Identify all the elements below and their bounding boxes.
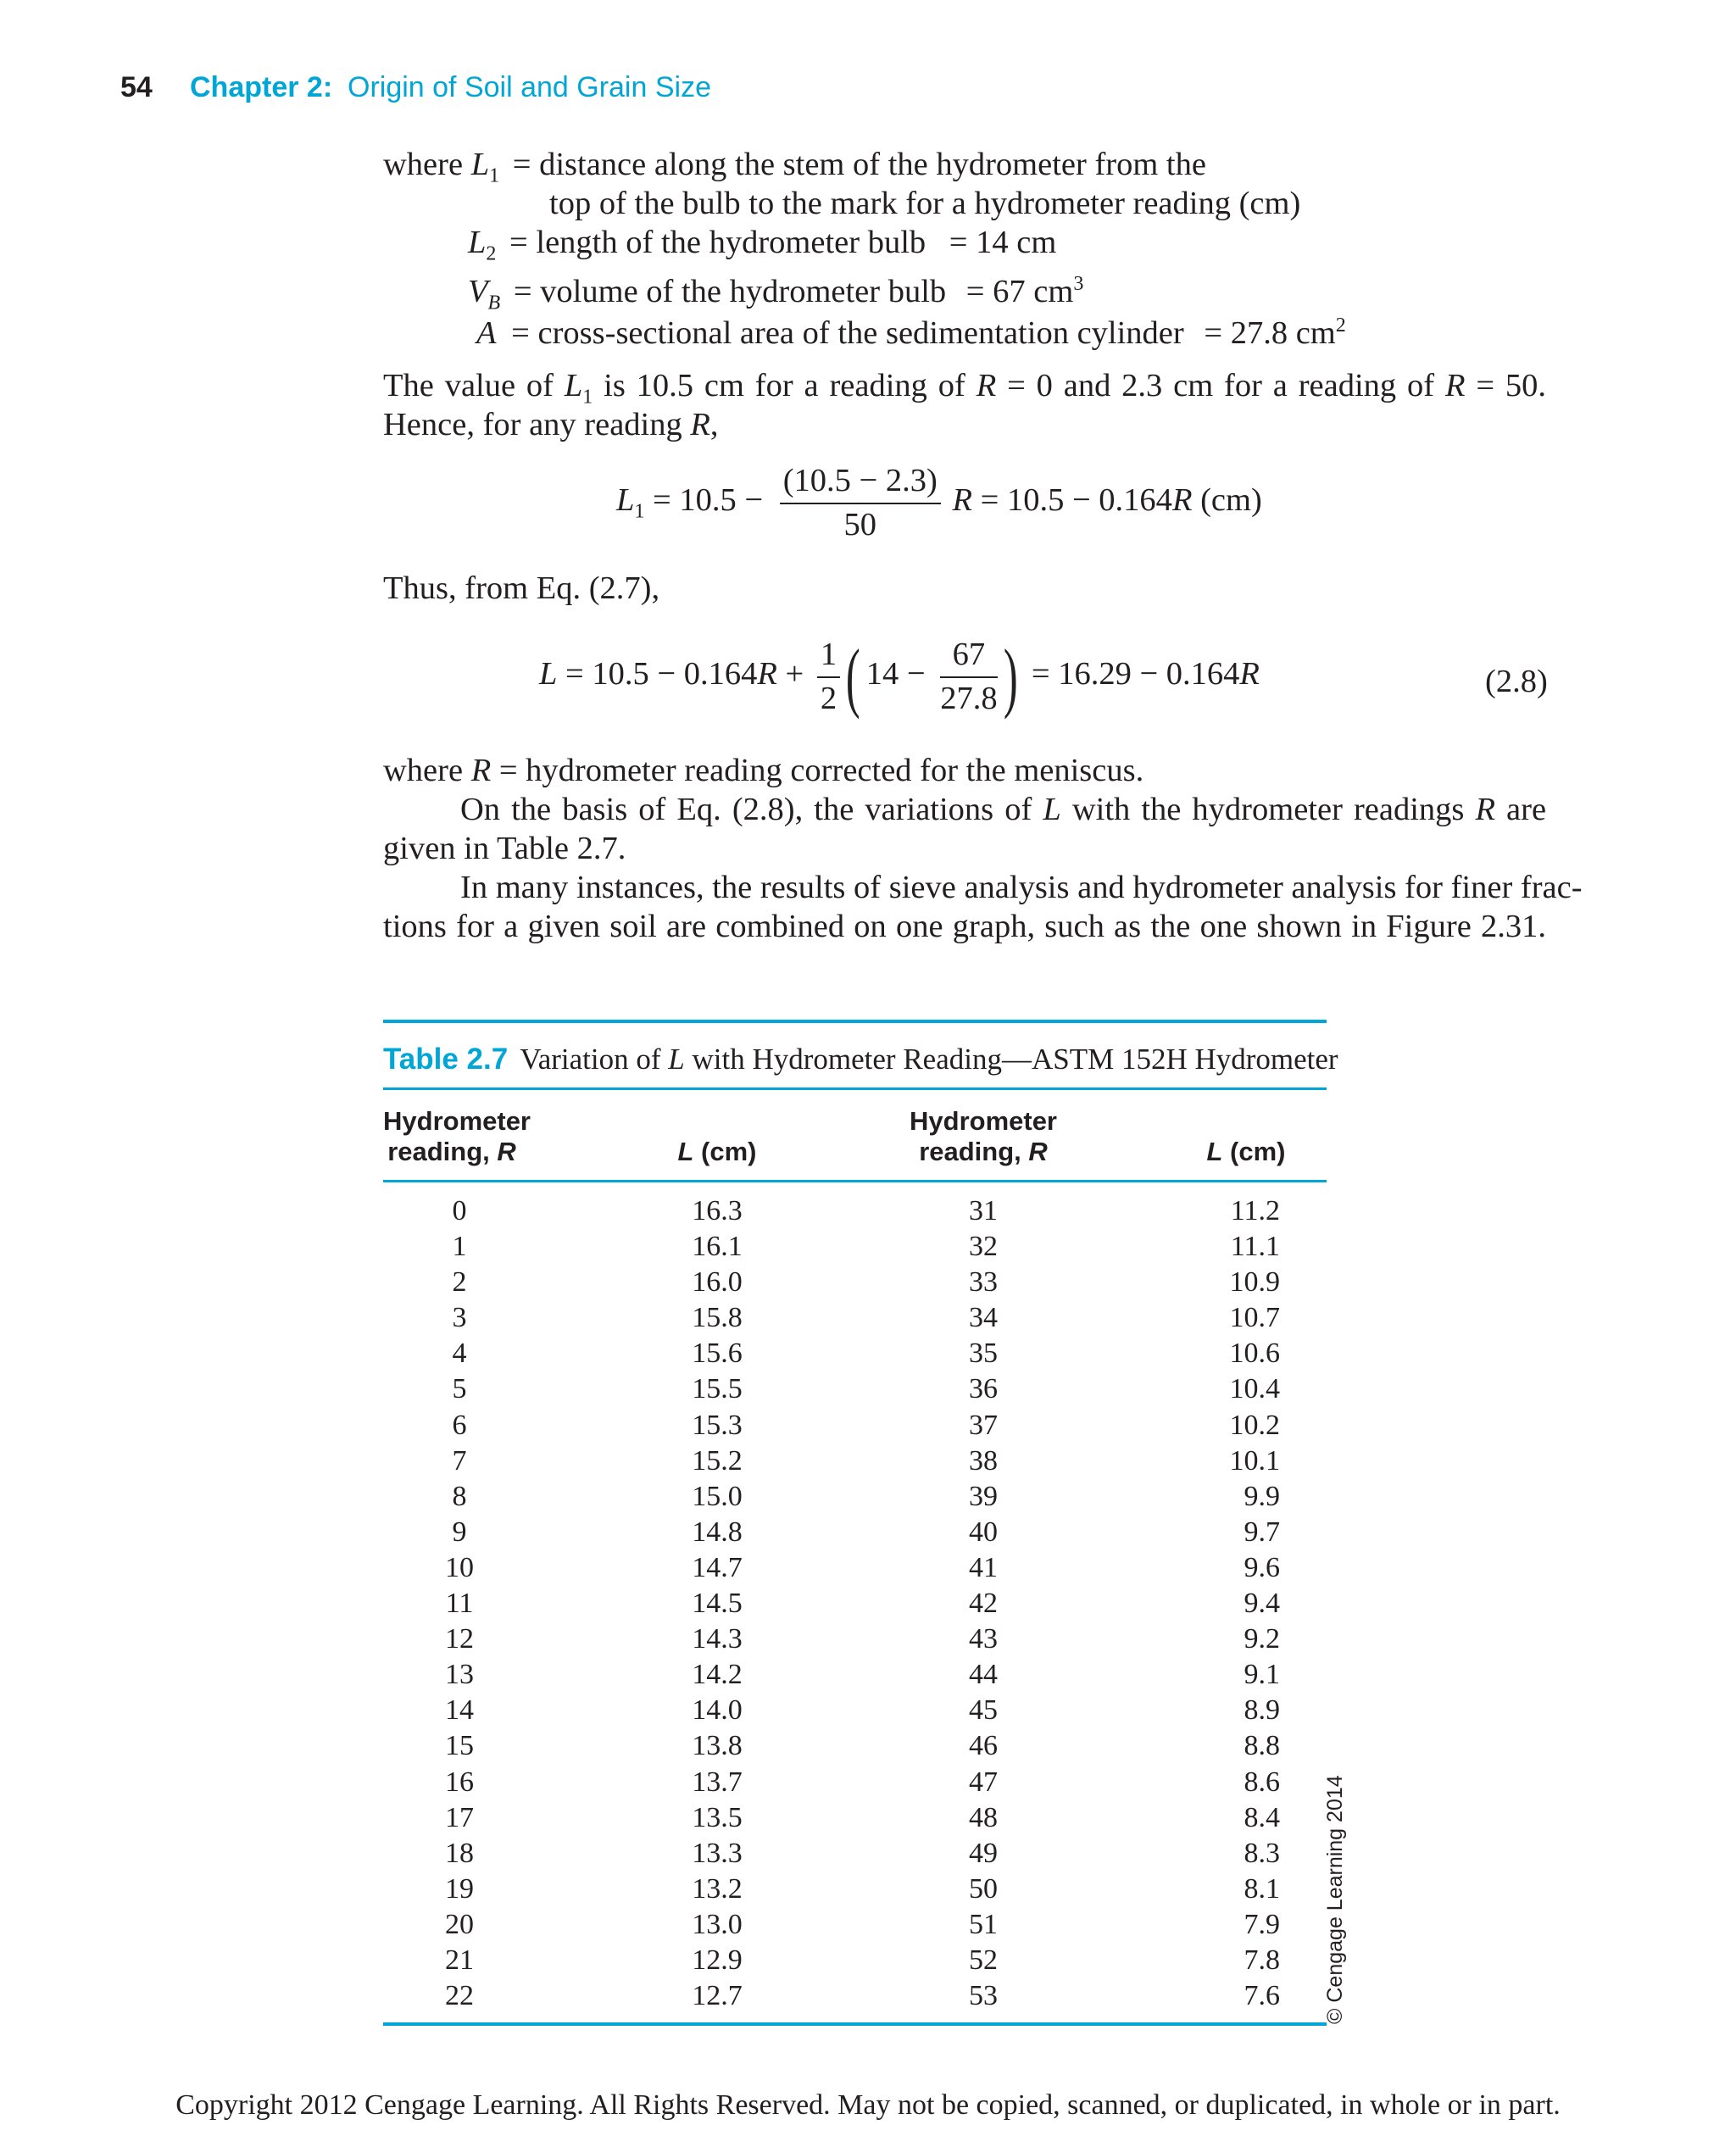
half-fraction <box>817 636 840 717</box>
left-paren: ( <box>846 633 860 720</box>
table-cell: 13.5 <box>692 1801 743 1833</box>
table-cell: 9.9 <box>1244 1480 1280 1512</box>
header-line: Hydrometer <box>383 1106 531 1136</box>
fraction-denominator: 27.8 <box>940 681 998 716</box>
table-cell: 10.6 <box>1229 1338 1280 1370</box>
image-credit: © Cengage Learning 2014 <box>1323 1775 1347 2024</box>
table-cell: 34 <box>969 1302 998 1334</box>
table-cell: 13.0 <box>692 1908 743 1940</box>
table-cell: 36 <box>969 1373 998 1405</box>
column-L-1 <box>666 1193 768 2014</box>
definition-A <box>476 306 1346 353</box>
table-cell: 12 <box>445 1623 474 1655</box>
table-cell: 53 <box>969 1980 998 2012</box>
table-cell: 22 <box>445 1980 474 2012</box>
definition-value: 14 cm <box>976 225 1057 260</box>
symbol-L: L <box>1043 792 1061 827</box>
where-r-line <box>383 751 1143 790</box>
table-cell: 8.9 <box>1244 1694 1280 1727</box>
sup-3: 3 <box>1073 273 1084 295</box>
table-cell: 48 <box>969 1801 998 1833</box>
table-cell: 16.0 <box>692 1266 743 1299</box>
table-cell: 44 <box>969 1659 998 1691</box>
text: tions for a given soil are combined on one graph, such as the one shown in Figure 2.31. <box>383 909 1546 944</box>
table-cell: 9.7 <box>1244 1516 1280 1548</box>
table-cell: 13.3 <box>692 1837 743 1869</box>
caption-rule <box>383 1087 1327 1090</box>
table-caption <box>383 1043 1338 1076</box>
table-cell: 46 <box>969 1730 998 1762</box>
definition-text: volume of the hydrometer bulb <box>540 273 947 309</box>
table-cell: 0 <box>452 1195 467 1226</box>
table-cell: 3 <box>452 1302 467 1334</box>
eq-rhs: = 16.29 − 0.164 <box>1031 655 1240 692</box>
text: The value of <box>383 368 554 403</box>
sub-2: 2 <box>486 242 497 265</box>
equals: = <box>1204 314 1223 351</box>
basis-line-1 <box>460 790 1546 829</box>
symbol-L1: L <box>470 147 490 182</box>
table-cell: 51 <box>969 1908 998 1940</box>
definition-L1-cont: top of the bulb to the mark for a hydrometer reading (cm) <box>549 186 1301 221</box>
table-cell: 12.7 <box>692 1980 743 2012</box>
table-cell: 19 <box>445 1872 474 1905</box>
header-hydrometer-reading-1 <box>383 1106 531 1167</box>
table-cell: 13.7 <box>692 1766 743 1798</box>
table-cell: 15.5 <box>692 1373 743 1405</box>
fraction <box>780 462 941 543</box>
table-cell: 37 <box>969 1409 998 1441</box>
definition-value: 27.8 cm <box>1230 314 1336 351</box>
table-cell: 52 <box>969 1944 998 1976</box>
symbol-R: R <box>1239 655 1260 692</box>
header-line: reading, <box>919 1137 1021 1166</box>
symbol-R: R <box>497 1137 516 1166</box>
thus-line: Thus, from Eq. (2.7), <box>383 570 660 606</box>
symbol-L: L <box>616 481 635 518</box>
where-word: where <box>383 147 464 182</box>
many-line-1 <box>460 868 1583 907</box>
sub-1: 1 <box>489 164 500 187</box>
table-cell: 21 <box>445 1944 474 1976</box>
table-cell: 16.1 <box>692 1231 743 1263</box>
equals: = <box>949 225 968 260</box>
table-cell: 8.4 <box>1244 1801 1280 1833</box>
equals: = <box>965 273 985 309</box>
definition-text: cross-sectional area of the sedimentation cylinder <box>537 314 1184 351</box>
table-cell: 14.0 <box>692 1694 743 1727</box>
fraction-numerator: 1 <box>817 636 840 678</box>
text: where <box>383 753 464 788</box>
symbol-R: R <box>952 481 972 518</box>
eq-unit: (cm) <box>1200 481 1262 518</box>
table-cell: 10.7 <box>1229 1302 1280 1334</box>
table-cell: 2 <box>452 1266 467 1299</box>
paragraph-1-line-2 <box>383 405 719 444</box>
text: In many instances, the results of sieve analysis and hydrometer analysis for finer frac- <box>460 870 1583 905</box>
plus: + <box>785 655 804 692</box>
table-cell: 50 <box>969 1872 998 1905</box>
table-cell: 17 <box>445 1801 474 1833</box>
column-reading-1 <box>415 1193 504 2014</box>
fraction-denominator: 50 <box>843 507 877 542</box>
text: are <box>1506 792 1547 827</box>
table-cell: 16 <box>445 1766 474 1798</box>
table-top-rule <box>383 1020 1327 1023</box>
text: = hydrometer reading corrected for the meniscus. <box>498 753 1144 788</box>
table-cell: 43 <box>969 1623 998 1655</box>
table-cell: 10 <box>445 1551 474 1583</box>
table-cell: 5 <box>452 1373 467 1405</box>
symbol-L: L <box>564 368 583 403</box>
table-cell: 32 <box>969 1231 998 1263</box>
table-cell: 9 <box>452 1516 467 1548</box>
table-cell: 13 <box>445 1659 474 1691</box>
text: Hence, for any reading <box>383 407 682 442</box>
table-cell: 15 <box>445 1730 474 1762</box>
table-cell: 14.5 <box>692 1588 743 1620</box>
symbol-R: R <box>470 753 492 788</box>
table-cell: 15.8 <box>692 1302 743 1334</box>
table-cell: 13.8 <box>692 1730 743 1762</box>
symbol-A: A <box>476 314 497 351</box>
table-cell: 49 <box>969 1837 998 1869</box>
definition-text: length of the hydrometer bulb <box>536 225 926 260</box>
table-cell: 7.8 <box>1244 1944 1280 1976</box>
table-cell: 14.3 <box>692 1623 743 1655</box>
sub-B: B <box>487 292 501 314</box>
table-cell: 9.1 <box>1244 1659 1280 1691</box>
table-cell: 10.1 <box>1229 1444 1280 1477</box>
table-cell: 12.9 <box>692 1944 743 1976</box>
symbol-R: R <box>1171 481 1193 518</box>
definition-value: 67 cm <box>993 273 1074 309</box>
table-cell: 8 <box>452 1480 467 1512</box>
symbol-V: V <box>468 273 488 309</box>
table-cell: 14 <box>445 1694 474 1727</box>
table-label: Table 2.7 <box>383 1043 509 1076</box>
column-L-2 <box>1170 1193 1280 2014</box>
symbol-R: R <box>690 407 710 442</box>
header-unit: (cm) <box>701 1137 757 1166</box>
symbol-R: R <box>976 368 997 403</box>
table-cell: 7.6 <box>1244 1980 1280 2012</box>
table-cell: 14.8 <box>692 1516 743 1548</box>
table-cell: 15.0 <box>692 1480 743 1512</box>
table-cell: 4 <box>452 1338 467 1370</box>
table-cell: 40 <box>969 1516 998 1548</box>
symbol-L: L <box>1206 1137 1223 1166</box>
chapter-label: Chapter 2: <box>190 71 333 103</box>
symbol-L: L <box>539 655 558 692</box>
table-cell: 15.2 <box>692 1444 743 1477</box>
column-reading-2 <box>941 1193 1026 2014</box>
table-cell: 31 <box>969 1195 998 1226</box>
symbol-R: R <box>1028 1137 1048 1166</box>
table-cell: 11 <box>445 1588 474 1620</box>
table-cell: 20 <box>445 1908 474 1940</box>
inner-text: 14 − <box>865 655 926 692</box>
eq-rhs: = 10.5 − 0.164 <box>980 481 1172 518</box>
text: = 0 and 2.3 cm for a reading of <box>1007 368 1435 403</box>
table-cell: 15.3 <box>692 1409 743 1441</box>
header-unit: (cm) <box>1230 1137 1286 1166</box>
eq-lhs: = 10.5 − <box>653 481 764 518</box>
header-hydrometer-reading-2 <box>907 1106 1060 1167</box>
text: is 10.5 cm for a reading of <box>604 368 965 403</box>
table-cell: 7 <box>452 1444 467 1477</box>
symbol-R: R <box>1444 368 1466 403</box>
equals: = <box>513 273 532 309</box>
table-cell: 38 <box>969 1444 998 1477</box>
text: with the hydrometer readings <box>1071 792 1465 827</box>
header-line: reading, <box>387 1137 490 1166</box>
copyright-notice: Copyright 2012 Cengage Learning. All Rights Reserved. May not be copied, scanned, or duplicated, in whole or in part. <box>175 2089 1561 2121</box>
text: On the basis of Eq. (2.8), the variations of <box>460 792 1032 827</box>
header-line: Hydrometer <box>910 1106 1057 1136</box>
table-cell: 8.3 <box>1244 1837 1280 1869</box>
symbol-L2: L <box>468 225 487 260</box>
symbol-R: R <box>1475 792 1495 827</box>
text: with Hydrometer Reading—ASTM 152H Hydrometer <box>692 1043 1338 1076</box>
equals: = <box>509 225 528 260</box>
symbol-R: R <box>757 655 777 692</box>
table-cell: 14.2 <box>692 1659 743 1691</box>
symbol-L: L <box>668 1043 685 1076</box>
definition-text: distance along the stem of the hydrometer from the <box>539 147 1206 182</box>
page-number: 54 <box>120 71 153 103</box>
right-paren: ) <box>1003 633 1018 720</box>
symbol-L: L <box>677 1137 694 1166</box>
inner-fraction <box>940 636 997 717</box>
fraction-denominator: 2 <box>820 681 837 716</box>
sub-1: 1 <box>634 500 645 523</box>
table-cell: 45 <box>969 1694 998 1727</box>
table-cell: 11.2 <box>1230 1195 1280 1226</box>
equation-2 <box>539 633 1260 720</box>
table-cell: 8.8 <box>1244 1730 1280 1762</box>
header-rule <box>383 1180 1327 1182</box>
table-cell: 33 <box>969 1266 998 1299</box>
table-cell: 10.2 <box>1229 1409 1280 1441</box>
table-cell: 9.4 <box>1244 1588 1280 1620</box>
table-cell: 9.2 <box>1244 1623 1280 1655</box>
table-cell: 13.2 <box>692 1872 743 1905</box>
chapter-title: Origin of Soil and Grain Size <box>348 71 711 103</box>
table-cell: 9.6 <box>1244 1551 1280 1583</box>
table-cell: 47 <box>969 1766 998 1798</box>
table-cell: 6 <box>452 1409 467 1441</box>
table-cell: 8.1 <box>1244 1872 1280 1905</box>
table-cell: 16.3 <box>692 1195 743 1226</box>
equals: = <box>512 147 531 182</box>
table-cell: 10.9 <box>1229 1266 1280 1299</box>
header-L-cm-1 <box>666 1137 768 1167</box>
sub-1: 1 <box>582 386 593 409</box>
sup-2: 2 <box>1335 314 1346 337</box>
table-cell: 8.6 <box>1244 1766 1280 1798</box>
text: Variation of <box>520 1043 661 1076</box>
equation-1 <box>616 462 1262 543</box>
table-cell: 41 <box>969 1551 998 1583</box>
table-cell: 18 <box>445 1837 474 1869</box>
basis-line-2: given in Table 2.7. <box>383 831 626 866</box>
fraction-numerator: (10.5 − 2.3) <box>780 462 941 504</box>
table-bottom-rule <box>383 2022 1327 2026</box>
table-cell: 1 <box>452 1231 467 1263</box>
equation-number: (2.8) <box>1485 664 1548 699</box>
header-L-cm-2 <box>1195 1137 1297 1167</box>
table-cell: 11.1 <box>1230 1231 1280 1263</box>
table-cell: 35 <box>969 1338 998 1370</box>
text: , <box>709 407 719 442</box>
table-cell: 14.7 <box>692 1551 743 1583</box>
table-cell: 42 <box>969 1588 998 1620</box>
table-cell: 7.9 <box>1244 1908 1280 1940</box>
text: = 50. <box>1476 368 1547 403</box>
fraction-numerator: 67 <box>940 636 997 678</box>
equals: = <box>511 314 530 351</box>
table-cell: 15.6 <box>692 1338 743 1370</box>
eq-lhs: = 10.5 − 0.164 <box>565 655 758 692</box>
table-cell: 39 <box>969 1480 998 1512</box>
many-line-2 <box>383 907 1546 946</box>
table-cell: 10.4 <box>1229 1373 1280 1405</box>
